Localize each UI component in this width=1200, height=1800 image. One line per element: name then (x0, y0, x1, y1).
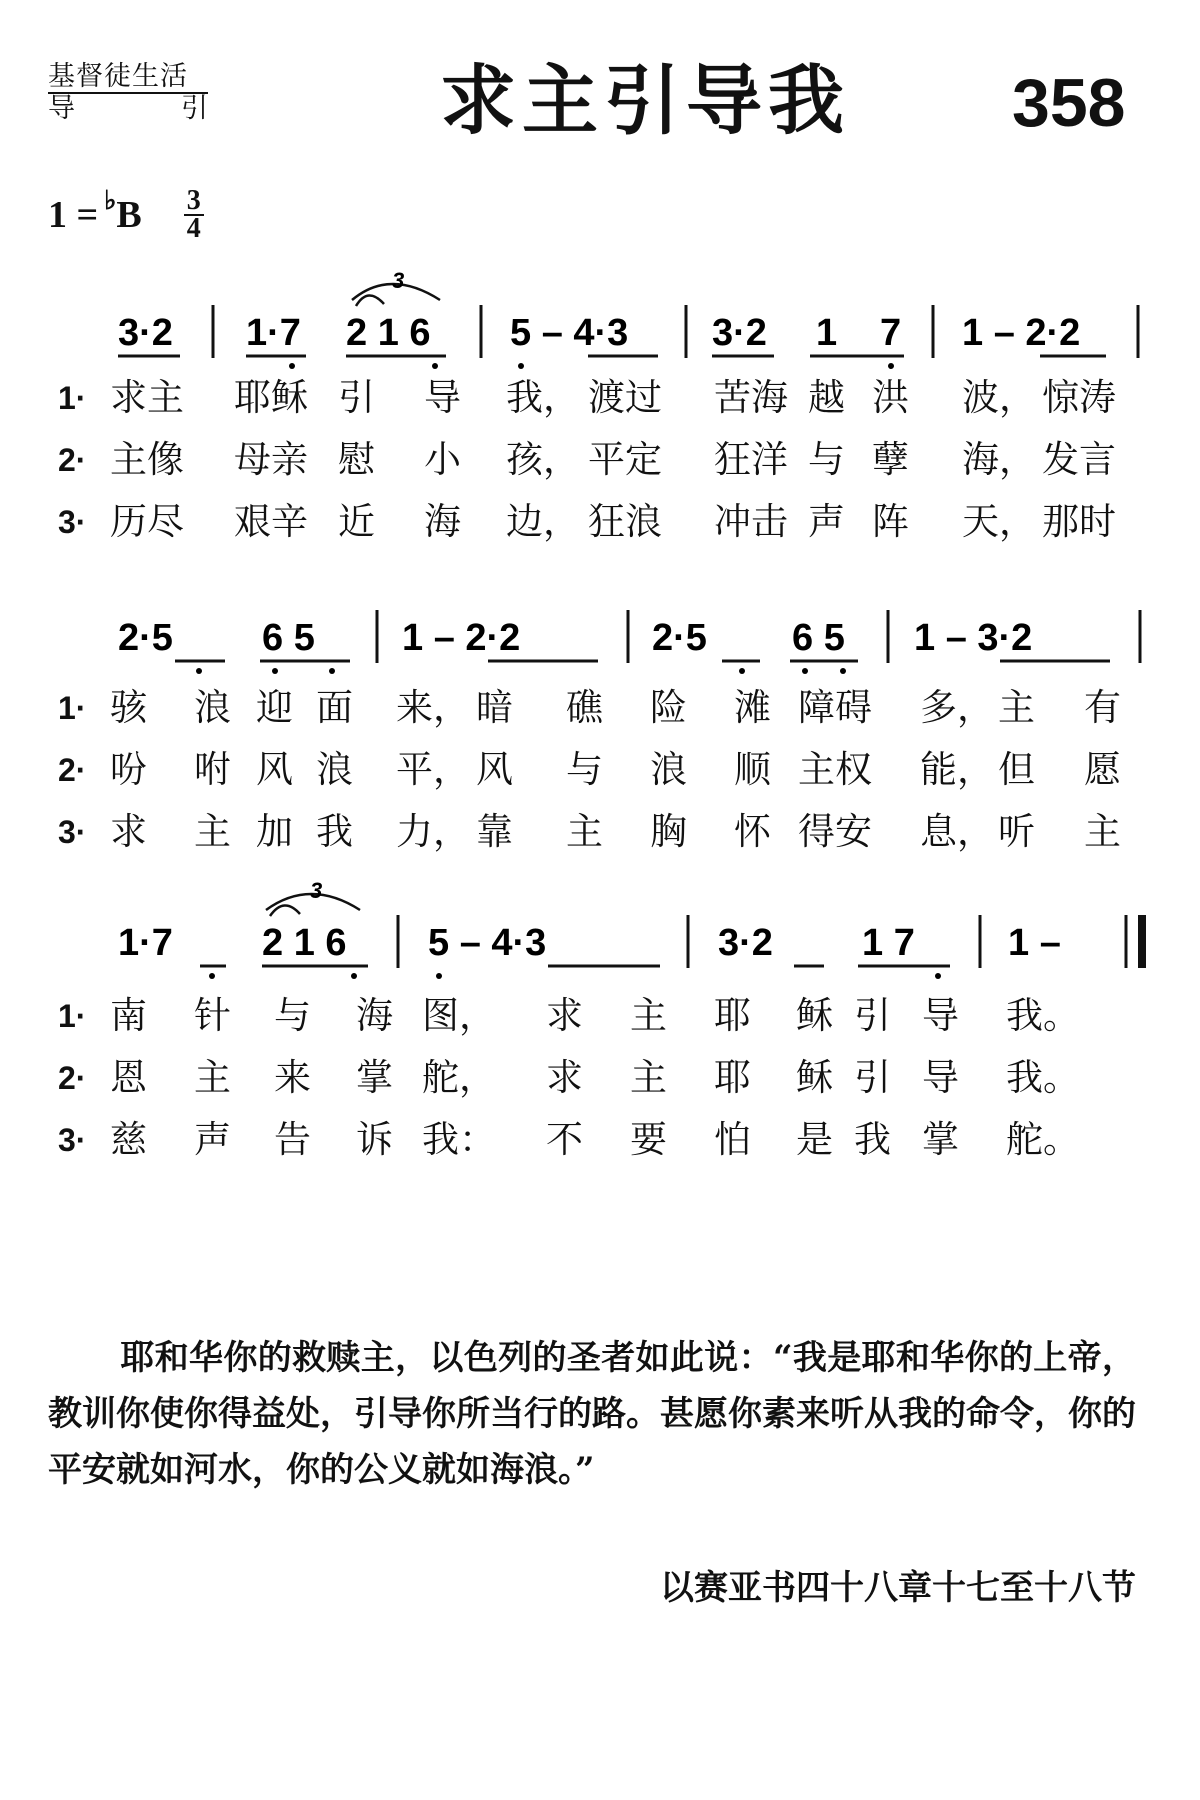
lyric: 风 (476, 748, 513, 791)
triplet-mark: 3 (310, 878, 323, 903)
lyric: 针 (194, 994, 231, 1037)
lyric: 迎 (256, 686, 293, 729)
scripture-text: 耶和华你的救赎主，以色列的圣者如此说：“我是耶和华你的上帝，教训你使你得益处，引导你所当行的路。甚愿你素来听从我的命令，你的平安就如河水，你的公义就如海浪。” (48, 1338, 1136, 1490)
lyric: 平定 (588, 438, 662, 481)
lyric: 海， (962, 438, 1036, 481)
lyric: 恩 (110, 1056, 147, 1099)
lyric: 不 (546, 1118, 583, 1161)
lyric: 主权 (798, 748, 872, 791)
lyric: 小 (424, 438, 461, 481)
lyric: 咐 (194, 748, 231, 791)
lyric: 掌 (356, 1056, 393, 1099)
lyric: 是 (796, 1118, 833, 1161)
lyric: 主 (1084, 810, 1121, 853)
lyric: 求 (110, 810, 147, 853)
scripture-quote (48, 1330, 1136, 1498)
lyric: 发言 (1042, 438, 1116, 481)
time-signature (184, 185, 204, 244)
note-group: 1 – 2·2 (402, 617, 521, 659)
lyric: 我， (506, 376, 580, 419)
lyric: 浪 (194, 686, 231, 729)
lyric: 阵 (872, 500, 909, 543)
note-group: 2 1 6 (262, 922, 347, 964)
octave-dot (209, 973, 215, 979)
note-group: 2·5 (118, 617, 173, 659)
triplet-slur (266, 894, 360, 910)
hymn-number: 358 (1012, 65, 1126, 141)
verse-number: 1· (58, 380, 87, 416)
note-group: 5 – 4·3 (428, 922, 547, 964)
note-group: 6 5 (262, 617, 315, 659)
lyric: 稣 (796, 994, 833, 1037)
note-group: 6 5 (792, 617, 845, 659)
lyric: 浪 (650, 748, 687, 791)
time-signature-top: 3 (184, 188, 204, 216)
lyric: 慰 (338, 438, 375, 481)
octave-dot (329, 668, 335, 674)
lyric: 胸 (650, 810, 687, 853)
lyric: 来 (274, 1056, 311, 1099)
octave-dot (272, 668, 278, 674)
lyric: 南 (110, 994, 147, 1037)
note-group: 2·5 (652, 617, 707, 659)
lyric: 引 (338, 376, 375, 419)
lyric: 与 (274, 994, 311, 1037)
lyric: 舵。 (1006, 1118, 1080, 1161)
octave-dot (518, 363, 524, 369)
note-group: 5 – 4·3 (510, 312, 629, 354)
verse-number: 2· (58, 1060, 87, 1096)
lyric: 近 (338, 500, 375, 543)
category-line-1: 基督徒生活 (48, 62, 208, 94)
lyric: 与 (566, 748, 603, 791)
lyric: 导 (922, 994, 959, 1037)
triplet-mark: 3 (392, 268, 405, 293)
note: 1 (816, 312, 838, 354)
lyric: 浪 (316, 748, 353, 791)
lyric: 引 (854, 1056, 891, 1099)
lyric: 力， (396, 810, 470, 853)
lyric: 怀 (734, 810, 771, 853)
lyric: 主 (998, 686, 1035, 729)
lyric: 我： (422, 1118, 496, 1161)
lyric: 我。 (1006, 994, 1080, 1037)
lyric: 求 (546, 1056, 583, 1099)
lyric: 主 (194, 1056, 231, 1099)
octave-dot (196, 668, 202, 674)
verse-number: 3· (58, 504, 87, 540)
lyric: 顺 (734, 748, 771, 791)
lyric: 有 (1084, 686, 1121, 729)
lyric: 骇 (110, 686, 147, 729)
note-group: 3·2 (118, 312, 173, 354)
lyric: 怕 (714, 1118, 751, 1161)
lyric: 加 (256, 810, 293, 853)
verse-number: 2· (58, 752, 87, 788)
note-group: 3·2 (712, 312, 767, 354)
lyric: 吩 (110, 748, 147, 791)
lyric: 洪 (872, 376, 909, 419)
lyric: 艰辛 (234, 500, 308, 543)
lyric: 求 (546, 994, 583, 1037)
lyric: 险 (650, 686, 687, 729)
lyric: 诉 (356, 1118, 393, 1161)
lyric: 狂洋 (714, 438, 788, 481)
lyric: 愿 (1084, 748, 1121, 791)
lyric: 天， (962, 500, 1036, 543)
lyric: 多， (920, 686, 994, 729)
lyric: 惊涛 (1042, 376, 1116, 419)
lyric: 得安 (798, 810, 872, 853)
lyric: 我。 (1006, 1056, 1080, 1099)
lyric: 渡过 (588, 376, 662, 419)
lyric: 平， (396, 748, 470, 791)
lyric: 掌 (922, 1118, 959, 1161)
lyric: 图， (422, 994, 496, 1037)
lyric: 越 (808, 376, 845, 419)
lyric: 孽 (872, 438, 909, 481)
lyric: 来， (396, 686, 470, 729)
hymn-title: 求主引导我 (440, 56, 850, 145)
note-group: 1 – 2·2 (962, 312, 1081, 354)
flat-sign: ♭ (104, 186, 117, 215)
lyric: 舵， (422, 1056, 496, 1099)
note-group: 1 – 3·2 (914, 617, 1033, 659)
lyric: 边， (506, 500, 580, 543)
lyric: 狂浪 (588, 500, 662, 543)
lyric: 主 (630, 1056, 667, 1099)
octave-dot (840, 668, 846, 674)
note: 7 (880, 312, 902, 354)
lyric: 孩， (506, 438, 580, 481)
lyric: 慈 (110, 1118, 147, 1161)
lyric: 苦海 (714, 376, 788, 419)
lyric: 那时 (1042, 500, 1116, 543)
lyric: 要 (630, 1118, 667, 1161)
lyric: 障碍 (798, 686, 872, 729)
lyric: 暗 (476, 686, 513, 729)
lyric: 历尽 (110, 500, 184, 543)
verse-number: 3· (58, 814, 87, 850)
lyric: 能， (920, 748, 994, 791)
lyric: 引 (854, 994, 891, 1037)
lyric: 与 (808, 438, 845, 481)
lyric: 我 (854, 1118, 891, 1161)
verse-number: 3· (58, 1122, 87, 1158)
lyric: 礁 (566, 686, 603, 729)
lyric: 风 (256, 748, 293, 791)
lyric: 声 (808, 500, 845, 543)
triplet-slur (352, 284, 440, 300)
lyric: 求主 (110, 376, 184, 419)
lyric: 声 (194, 1118, 231, 1161)
lyric: 导 (424, 376, 461, 419)
note-group: 1 – (1008, 922, 1061, 964)
lyric: 海 (356, 994, 393, 1037)
lyric: 冲击 (714, 500, 788, 543)
lyric: 主 (630, 994, 667, 1037)
lyric: 海 (424, 500, 461, 543)
lyric: 主 (194, 810, 231, 853)
lyric: 告 (274, 1118, 311, 1161)
note-group: 2 1 6 (346, 312, 431, 354)
lyric: 波， (962, 376, 1036, 419)
lyric: 母亲 (234, 438, 308, 481)
note-group: 1 7 (862, 922, 915, 964)
verse-number: 1· (58, 690, 87, 726)
lyric: 但 (998, 748, 1035, 791)
lyric: 靠 (476, 810, 513, 853)
octave-dot (289, 363, 295, 369)
lyric: 稣 (796, 1056, 833, 1099)
lyric: 我 (316, 810, 353, 853)
octave-dot (739, 668, 745, 674)
lyric: 耶 (714, 1056, 751, 1099)
lyric: 听 (998, 810, 1035, 853)
octave-dot (935, 973, 941, 979)
note-group: 1·7 (246, 312, 301, 354)
lyric: 导 (922, 1056, 959, 1099)
key-letter: B (116, 194, 142, 236)
lyric: 主 (566, 810, 603, 853)
note-group: 1·7 (118, 922, 173, 964)
tie-slur (270, 905, 300, 916)
lyric: 耶稣 (234, 376, 308, 419)
verse-number: 2· (58, 442, 87, 478)
time-signature-bottom: 4 (186, 213, 201, 244)
scripture-reference: 以赛亚书四十八章十七至十八节 (660, 1568, 1136, 1608)
octave-dot (436, 973, 442, 979)
key-prefix: 1 = (48, 194, 99, 236)
octave-dot (432, 363, 438, 369)
lyric: 主像 (110, 438, 184, 481)
category-line-2: 导 引 (48, 93, 208, 124)
lyric: 滩 (734, 686, 771, 729)
category-label (48, 62, 208, 124)
note-group: 3·2 (718, 922, 773, 964)
lyric: 耶 (714, 994, 751, 1037)
octave-dot (888, 363, 894, 369)
key-signature (48, 185, 204, 244)
lyric: 息， (920, 810, 994, 853)
verse-number: 1· (58, 998, 87, 1034)
octave-dot (351, 973, 357, 979)
lyric: 面 (316, 686, 353, 729)
tie-slur (356, 295, 384, 306)
octave-dot (802, 668, 808, 674)
